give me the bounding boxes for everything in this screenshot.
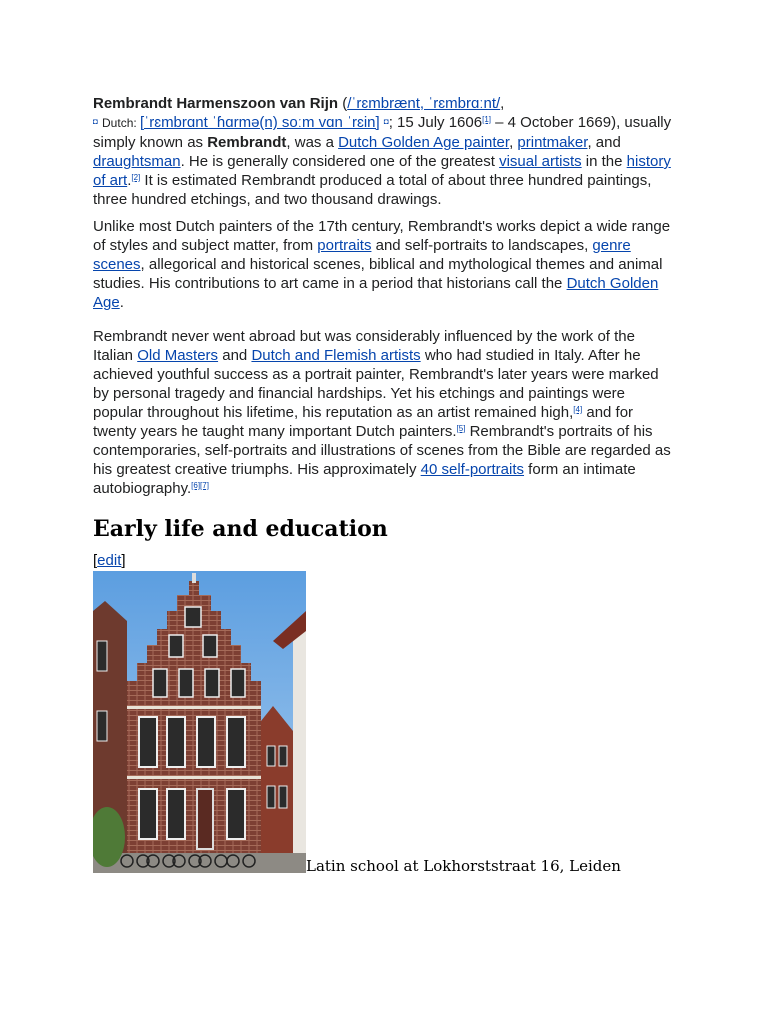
considered-text: . He is generally considered one of the greatest bbox=[180, 153, 500, 170]
influence-paragraph bbox=[93, 327, 675, 498]
paragraph-text: . bbox=[119, 294, 124, 311]
paragraph-text: form an intimate autobiography. bbox=[93, 461, 636, 497]
edit-section bbox=[93, 551, 126, 570]
link-draughtsman[interactable]: draughtsman bbox=[93, 153, 181, 170]
dutch-label: Dutch: bbox=[102, 116, 141, 130]
common-name: Rembrandt bbox=[207, 134, 287, 151]
subject-name: Rembrandt Harmenszoon van Rijn bbox=[93, 95, 339, 112]
link-printmaker[interactable]: printmaker bbox=[517, 134, 588, 151]
latin-school-photo[interactable] bbox=[93, 571, 306, 873]
link-visual-artists[interactable]: visual artists bbox=[499, 153, 582, 170]
link-genre-scenes[interactable]: genre scenes bbox=[93, 237, 631, 273]
paragraph-text: and for twenty years he taught many important Dutch painters. bbox=[93, 404, 634, 440]
reference-link[interactable]: [6][7] bbox=[191, 481, 209, 490]
styles-paragraph bbox=[93, 217, 675, 312]
paragraph-text: Rembrandt's portraits of his contemporaries, self-portraits and illustrations of scenes from the Bible are regarded as his greatest creative triumphs. His approximately bbox=[93, 423, 671, 478]
reference-link[interactable]: [1] bbox=[482, 115, 491, 124]
was-a-text: , was a bbox=[286, 134, 339, 151]
period-text: . bbox=[127, 172, 132, 189]
bracket-text: ] bbox=[121, 552, 126, 569]
estimated-text: It is estimated Rembrandt produced a total of about three hundred paintings, three hundred etchings, and two thousand drawings. bbox=[93, 172, 652, 208]
section-heading: Early life and education bbox=[93, 516, 388, 542]
intro-paragraph bbox=[93, 94, 675, 209]
link-dutch-flemish-artists[interactable]: Dutch and Flemish artists bbox=[251, 347, 421, 364]
article-body bbox=[93, 94, 675, 498]
comma-text: , bbox=[500, 95, 505, 112]
paragraph-text: and bbox=[218, 347, 252, 364]
bracket-text: [ bbox=[93, 552, 98, 569]
birth-date-text: ; 15 July 1606 bbox=[388, 114, 483, 131]
paragraph-text: , allegorical and historical scenes, biblical and mythological themes and animal studies. His contributions to art came in a period that historians call the bbox=[93, 256, 663, 292]
reference-link[interactable]: [4] bbox=[573, 405, 583, 414]
death-date-text: – 4 October 1669), bbox=[491, 114, 621, 131]
link-dutch-golden-age[interactable]: Dutch Golden Age bbox=[93, 275, 659, 311]
link-history-of-art[interactable]: history of art bbox=[93, 153, 671, 189]
building-illustration bbox=[93, 571, 306, 873]
comma-text: , bbox=[509, 134, 518, 151]
image-caption: Latin school at Lokhorststraat 16, Leiden bbox=[306, 857, 621, 875]
link-dutch-golden-age-painter[interactable]: Dutch Golden Age painter bbox=[338, 134, 510, 151]
paragraph-text: Unlike most Dutch painters of the 17th century, Rembrandt's works depict a wide range of styles and subject matter, from bbox=[93, 218, 671, 254]
edit-link[interactable]: edit bbox=[97, 552, 122, 569]
paragraph-text: Rembrandt never went abroad but was considerably influenced by the work of the Italian bbox=[93, 328, 635, 364]
link-40-self-portraits[interactable]: 40 self-portraits bbox=[420, 461, 525, 478]
link-old-masters[interactable]: Old Masters bbox=[137, 347, 219, 364]
reference-link[interactable]: [5] bbox=[456, 424, 466, 433]
and-text: , and bbox=[587, 134, 621, 151]
paragraph-text: and self-portraits to landscapes, bbox=[371, 237, 593, 254]
in-the-text: in the bbox=[581, 153, 627, 170]
ipa-english-link[interactable]: /ˈrɛmbrænt, ˈrɛmbrɑːnt/ bbox=[347, 95, 501, 112]
link-portraits[interactable]: portraits bbox=[317, 237, 372, 254]
ipa-dutch-link[interactable]: [ˈrɛmbrɑnt ˈɦɑrmə(n) soːm vɑn ˈrɛin] bbox=[140, 114, 380, 131]
speaker-icon[interactable]: ◘ bbox=[383, 117, 389, 126]
reference-link[interactable]: [2] bbox=[131, 173, 141, 182]
speaker-icon[interactable]: ◘ bbox=[93, 117, 98, 126]
paren-text: ( bbox=[338, 95, 348, 112]
known-as-text: usually simply known as bbox=[93, 114, 672, 151]
paragraph-text: who had studied in Italy. After he achieved youthful success as a portrait painter, Rembrandt's later years were marked by personal tragedy and financial hardships. Yet his etchings and paintings were popular throughout his lifetime, his reputation as an artist remained high, bbox=[93, 347, 659, 421]
